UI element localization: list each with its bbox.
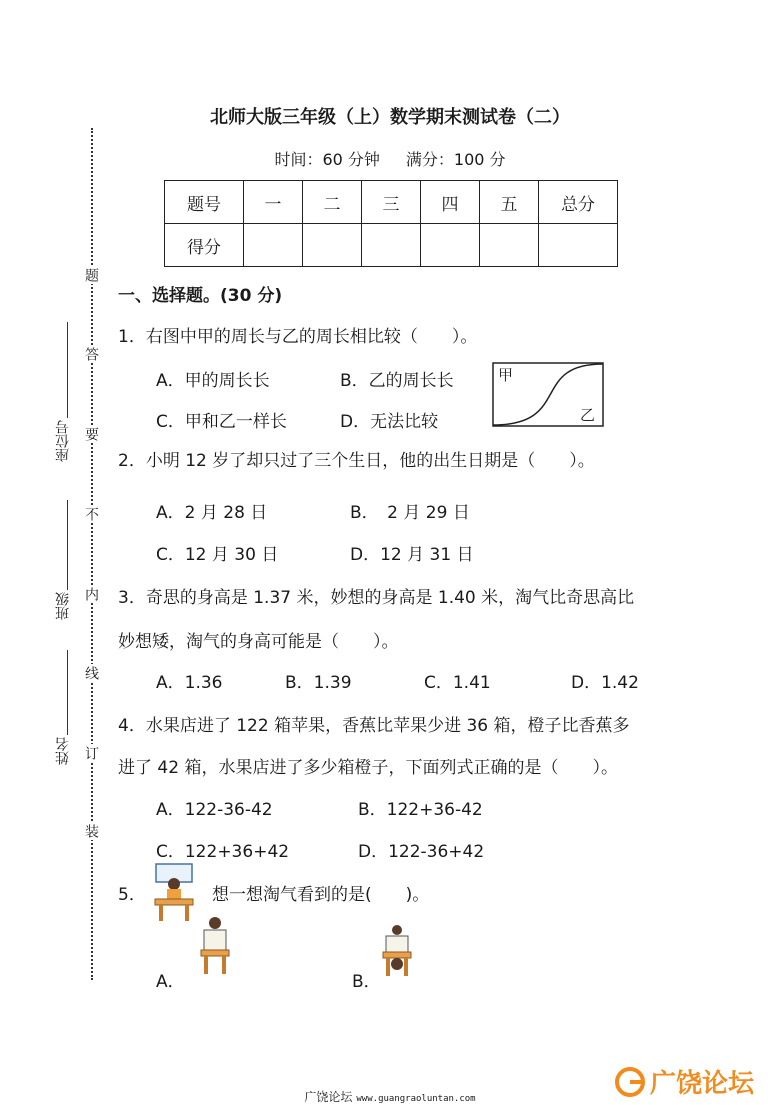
score-cell[interactable]	[244, 224, 303, 267]
score-header-cell: 一	[244, 181, 303, 224]
full-score: 满分：100 分	[405, 150, 506, 169]
score-table-header-row	[165, 181, 618, 224]
q3-option-c[interactable]: C．1.41	[424, 673, 491, 693]
q3-option-b[interactable]: B．1.39	[285, 673, 352, 693]
score-row-label: 得分	[165, 224, 244, 267]
score-header-cell: 总分	[539, 181, 618, 224]
student-at-desk-illustration	[152, 862, 196, 922]
q2-option-a[interactable]: A．2 月 28 日	[156, 503, 268, 523]
seal-char: 内	[83, 587, 99, 601]
seat-number-field[interactable]	[67, 322, 68, 418]
class-field[interactable]	[67, 500, 68, 590]
score-cell[interactable]	[480, 224, 539, 267]
q2-option-c[interactable]: C．12 月 30 日	[156, 545, 279, 565]
q1-option-c[interactable]: C．甲和乙一样长	[156, 412, 287, 432]
perimeter-figure	[492, 362, 604, 427]
footer-site-name: 广饶论坛	[304, 1090, 353, 1104]
question-4-stem-line2: 进了 42 箱，水果店进了多少箱橙子，下面列式正确的是（ ）。	[118, 758, 618, 778]
score-header-cell: 二	[303, 181, 362, 224]
score-table-score-row	[165, 224, 618, 267]
q2-option-d[interactable]: D．12 月 31 日	[350, 545, 474, 565]
option-a-illustration[interactable]	[198, 916, 232, 976]
score-cell[interactable]	[421, 224, 480, 267]
q2-option-b[interactable]: B． 2 月 29 日	[350, 503, 470, 523]
time-limit: 时间：60 分钟	[274, 150, 380, 169]
name-label: 姓名	[55, 737, 71, 765]
q1-option-d[interactable]: D．无法比较	[340, 412, 439, 432]
score-cell[interactable]	[539, 224, 618, 267]
q1-option-b[interactable]: B．乙的周长长	[340, 371, 454, 391]
question-5-stem: 想一想淘气看到的是( )。	[212, 885, 430, 905]
option-b-illustration[interactable]	[380, 924, 414, 978]
q5-option-b[interactable]: B．	[352, 972, 381, 992]
seat-number-label: 座位号	[55, 420, 71, 462]
exam-info	[0, 147, 780, 170]
score-header-cell: 五	[480, 181, 539, 224]
question-5-number: 5．	[118, 885, 146, 905]
seal-char: 订	[83, 746, 99, 760]
seal-char: 题	[83, 268, 99, 282]
score-header-cell: 三	[362, 181, 421, 224]
seal-char: 线	[83, 666, 99, 680]
section-heading: 一、选择题。(30 分)	[118, 286, 283, 306]
seal-char: 不	[83, 507, 99, 521]
name-field[interactable]	[67, 650, 68, 735]
figure-label-yi: 乙	[580, 406, 596, 424]
question-4-stem-line1: 4．水果店进了 122 箱苹果，香蕉比苹果少进 36 箱，橙子比香蕉多	[118, 716, 630, 736]
page-title: 北师大版三年级（上）数学期末测试卷（二）	[210, 107, 570, 128]
class-label: 班级	[55, 592, 71, 620]
seal-char: 装	[83, 824, 99, 838]
figure-label-jia: 甲	[498, 366, 514, 384]
q3-option-d[interactable]: D．1.42	[571, 673, 639, 693]
score-header-cell: 题号	[165, 181, 244, 224]
question-3-stem-line1: 3．奇思的身高是 1.37 米，妙想的身高是 1.40 米，淘气比奇思高比	[118, 588, 635, 608]
q4-option-c[interactable]: C．122+36+42	[156, 842, 290, 862]
seal-char: 答	[83, 347, 99, 361]
score-cell[interactable]	[303, 224, 362, 267]
q1-option-a[interactable]: A．甲的周长长	[156, 371, 270, 391]
seal-char: 要	[83, 427, 99, 441]
q4-option-b[interactable]: B．122+36-42	[358, 800, 483, 820]
footer-url[interactable]: www.guangraoluntan.com	[356, 1094, 476, 1104]
question-2-stem: 2．小明 12 岁了却只过了三个生日，他的出生日期是（ ）。	[118, 451, 595, 471]
q4-option-a[interactable]: A．122-36-42	[156, 800, 273, 820]
question-3-stem-line2: 妙想矮，淘气的身高可能是（ ）。	[118, 632, 399, 652]
score-cell[interactable]	[362, 224, 421, 267]
q3-option-a[interactable]: A．1.36	[156, 673, 223, 693]
q4-option-d[interactable]: D．122-36+42	[358, 842, 485, 862]
q5-option-a[interactable]: A．	[156, 972, 185, 992]
score-table	[164, 180, 618, 267]
guangrao-forum-logo	[612, 1063, 772, 1101]
question-1-stem: 1．右图中甲的周长与乙的周长相比较（ ）。	[118, 327, 478, 347]
logo-text: 广饶论坛	[650, 1069, 755, 1099]
score-header-cell: 四	[421, 181, 480, 224]
binding-dotted-line	[91, 128, 93, 980]
